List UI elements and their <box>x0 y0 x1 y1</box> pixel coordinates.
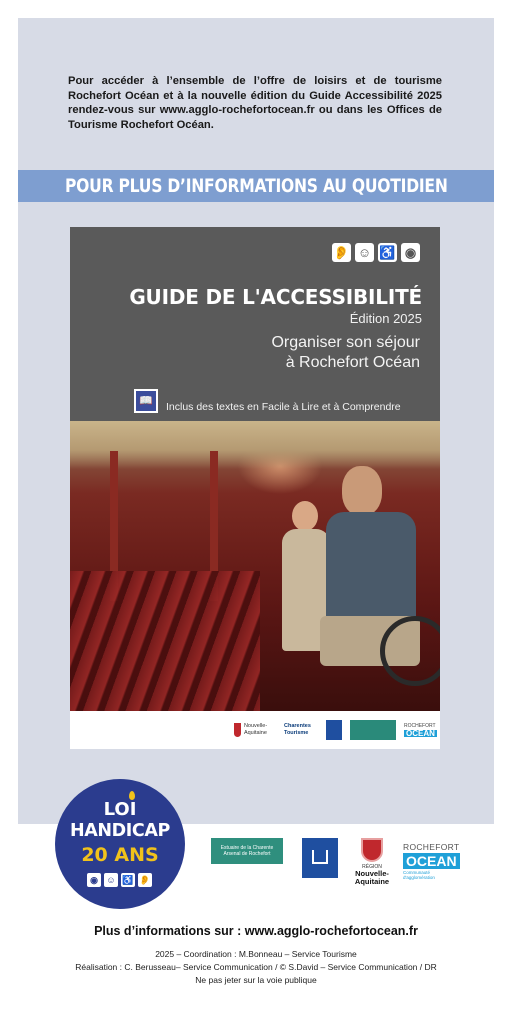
nouvelle-aquitaine-logo: Nouvelle-Aquitaine <box>234 720 276 740</box>
mental-disability-icon: ☺ <box>104 873 118 887</box>
accessibility-icons <box>332 243 420 262</box>
intro-paragraph: Pour accéder à l’ensemble de l’offre de loisirs et de tourisme Rochefort Océan et à la nouvelle édition du Guide Accessibilité 2025 rendez-vous sur www.agglo-rochefortocean.fr ou dans les Offices de Tourisme Rochefort Océan. <box>68 75 442 131</box>
rochefort-ocean-logo: ROCHEFORT OCEAN Communauté d'agglomération <box>403 842 460 880</box>
hearing-impaired-icon: 👂 <box>139 875 151 885</box>
credit-line: Ne pas jeter sur la voie publique <box>195 975 317 985</box>
mental-disability-icon: ☺ <box>355 243 374 262</box>
region-shield-icon <box>361 838 383 862</box>
wheelchair-icon: ♿ <box>122 875 134 885</box>
more-info-line: Plus d’informations sur : www.agglo-rochefortocean.fr <box>94 924 418 938</box>
hearing-impaired-icon: 👂 <box>333 245 350 260</box>
theatre-photo <box>70 421 440 711</box>
badge-line1: LOI <box>103 799 137 820</box>
rochefort-ocean-logo-small: ROCHEFORT OCEAN <box>404 723 436 738</box>
easy-read-text: Inclus des textes en Facile à Lire et à Comprendre <box>166 401 401 413</box>
cover-edition: Édition 2025 <box>349 311 422 326</box>
guide-cover-image <box>70 227 440 749</box>
wheelchair-user-figure <box>320 466 440 696</box>
badge-accessibility-icons <box>87 873 152 887</box>
cover-subtitle <box>160 333 420 373</box>
easy-read-icon: 📖 <box>134 389 158 413</box>
visually-impaired-icon: ◉ <box>87 873 101 887</box>
cover-logo-strip <box>70 711 440 749</box>
cover-subtitle-line1: Organiser son séjour <box>271 334 420 351</box>
credits <box>0 948 512 987</box>
credit-line: Réalisation : C. Berusseau– Service Communication / © S.David – Service Communication / DR <box>75 962 437 972</box>
info-banner <box>18 170 494 202</box>
estuaire-charente-logo: Estuaire de la Charente Arsenal de Rochefort <box>211 838 283 864</box>
loi-handicap-badge <box>55 779 185 909</box>
charente-logo <box>326 720 342 740</box>
visually-impaired-icon: ◉ <box>401 243 420 262</box>
cover-title: GUIDE DE L'ACCESSIBILITÉ <box>129 285 422 309</box>
banner-text: POUR PLUS D’INFORMATIONS AU QUOTIDIEN <box>64 175 448 197</box>
cover-subtitle-line2: à Rochefort Océan <box>285 354 420 371</box>
departement-logo <box>302 838 338 878</box>
charentes-tourisme-logo: Charentes Tourisme <box>284 723 311 736</box>
curtain <box>70 421 440 469</box>
wheelchair-icon: ♿ <box>379 245 396 260</box>
theatre-seats <box>70 571 260 711</box>
house-icon <box>312 850 328 864</box>
nouvelle-aquitaine-logo: RÉGION Nouvelle- Aquitaine <box>352 838 392 886</box>
credit-line: 2025 – Coordination : M.Bonneau – Service Tourisme <box>155 949 357 959</box>
badge-line3: 20 ANS <box>81 844 159 866</box>
badge-line2: HANDICAP <box>70 821 170 841</box>
estuaire-logo <box>350 720 396 740</box>
